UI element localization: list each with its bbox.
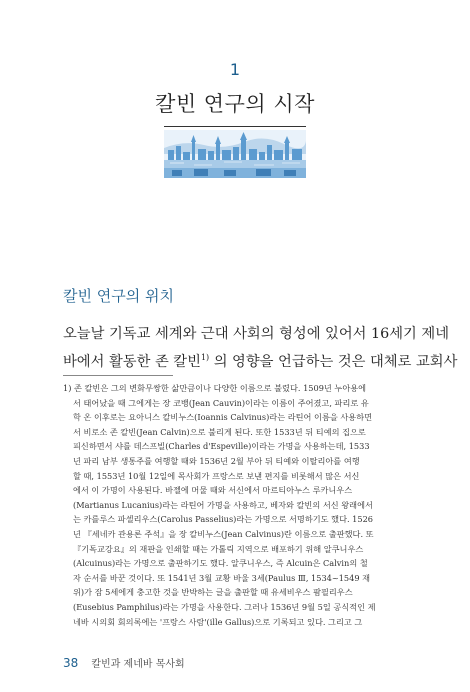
footnote-line: 피신하면서 샤를 데스프빌(Charles d'Espeville)이라는 가명을 사용하는데, 1533 <box>73 441 370 452</box>
chapter-city-illustration <box>164 130 306 178</box>
footnote-separator <box>63 375 173 376</box>
body-paragraph <box>63 320 458 376</box>
footnote-line: 년 파리 남부 생통주를 여행할 때와 1536년 2월 부아 뒤 티예와 이탈리아를 여행 <box>73 455 360 466</box>
footnote-line: (Eusebius Pamphilus)라는 가명을 사용한다. 그러나 1536년 9월 5일 공식적인 제 <box>73 601 376 612</box>
chapter-title: 칼빈 연구의 시작 <box>155 92 315 116</box>
footnote-line: 자 순서를 바꾼 것이다. 또 1541년 3월 교황 바울 3세(Paulus Ⅲ, 1534~1549 재 <box>73 572 371 583</box>
page-number: 38 <box>63 656 79 670</box>
body-line-1: 오늘날 기독교 세계와 근대 사회의 형성에 있어서 16세기 제네 <box>63 326 450 342</box>
body-line-2-text-before: 바에서 활동한 존 칼빈 <box>63 354 201 370</box>
footnote-line: (Alcuinus)라는 가명으로 출판하기도 했다. 알쿠니우스, 즉 Alcuin은 Calvin의 철 <box>73 558 368 569</box>
footnote-line: 할 때, 1553년 10월 12일에 목사회가 프랑스로 보낸 편지를 비롯해서 많은 서신 <box>73 470 360 481</box>
chapter-title-rule <box>164 126 306 127</box>
running-book-title: 칼빈과 제네바 목사회 <box>91 659 185 670</box>
footnote-line: 위)가 잠 5세에게 충고한 것을 반박하는 글을 출판할 때 유세비우스 팜필리우스 <box>73 587 353 598</box>
chapter-number: 1 <box>229 60 241 79</box>
footnote-reference[interactable]: 1) <box>200 353 210 363</box>
section-heading: 칼빈 연구의 위치 <box>63 287 174 305</box>
footnote-block <box>63 381 408 629</box>
footnote-line: 『기독교강요』의 재판을 인쇄할 때는 가톨릭 지역으로 배포하기 위해 알쿠니우스 <box>73 543 364 554</box>
body-line-2 <box>63 348 458 376</box>
footnote-line: 에서 이 가명이 사용된다. 바젤에 머물 때와 서신에서 마르티아누스 루카니우스 <box>73 485 353 496</box>
body-line-2-text-after: 의 영향을 언급하는 것은 대체로 교회사 <box>209 354 458 370</box>
footnote-line: 는 카를루스 파셀리우스(Carolus Passelius)라는 가명으로 서명하기도 했다. 1526 <box>73 514 374 525</box>
footnote-line: 1) 존 칼빈은 그의 변화무쌍한 삶만큼이나 다양한 이름으로 불렸다. 1509년 누아용에 <box>63 383 367 393</box>
footnote-line: 년 『세네카 관용론 주석』을 장 칼비누스(Jean Calvinus)란 이름으로 출판했다. 또 <box>73 528 374 539</box>
footnote-line: 서 비로소 존 칼빈(Jean Calvin)으로 불리게 된다. 또한 1533년 뒤 티예의 집으로 <box>73 426 366 437</box>
page-footer <box>63 652 185 671</box>
footnote-line: 학 온 이후로는 요아니스 칼비누스(Ioannis Calvinus)라는 라틴어 이름을 사용하면 <box>73 412 373 423</box>
footnote-line: (Martianus Lucanius)라는 라틴어 가명을 사용하고, 베자와 칼빈의 서신 왕래에서 <box>73 499 373 510</box>
footnote-line: 네바 시의회 회의록에는 '프랑스 사람'(ille Gallus)으로 기록되고 있다. 그리고 그 <box>73 616 363 627</box>
footnote-line: 서 태어났을 때 그에게는 장 코뱅(Jean Cauvin)이라는 이름이 주어졌고, 파리로 유 <box>73 397 369 408</box>
